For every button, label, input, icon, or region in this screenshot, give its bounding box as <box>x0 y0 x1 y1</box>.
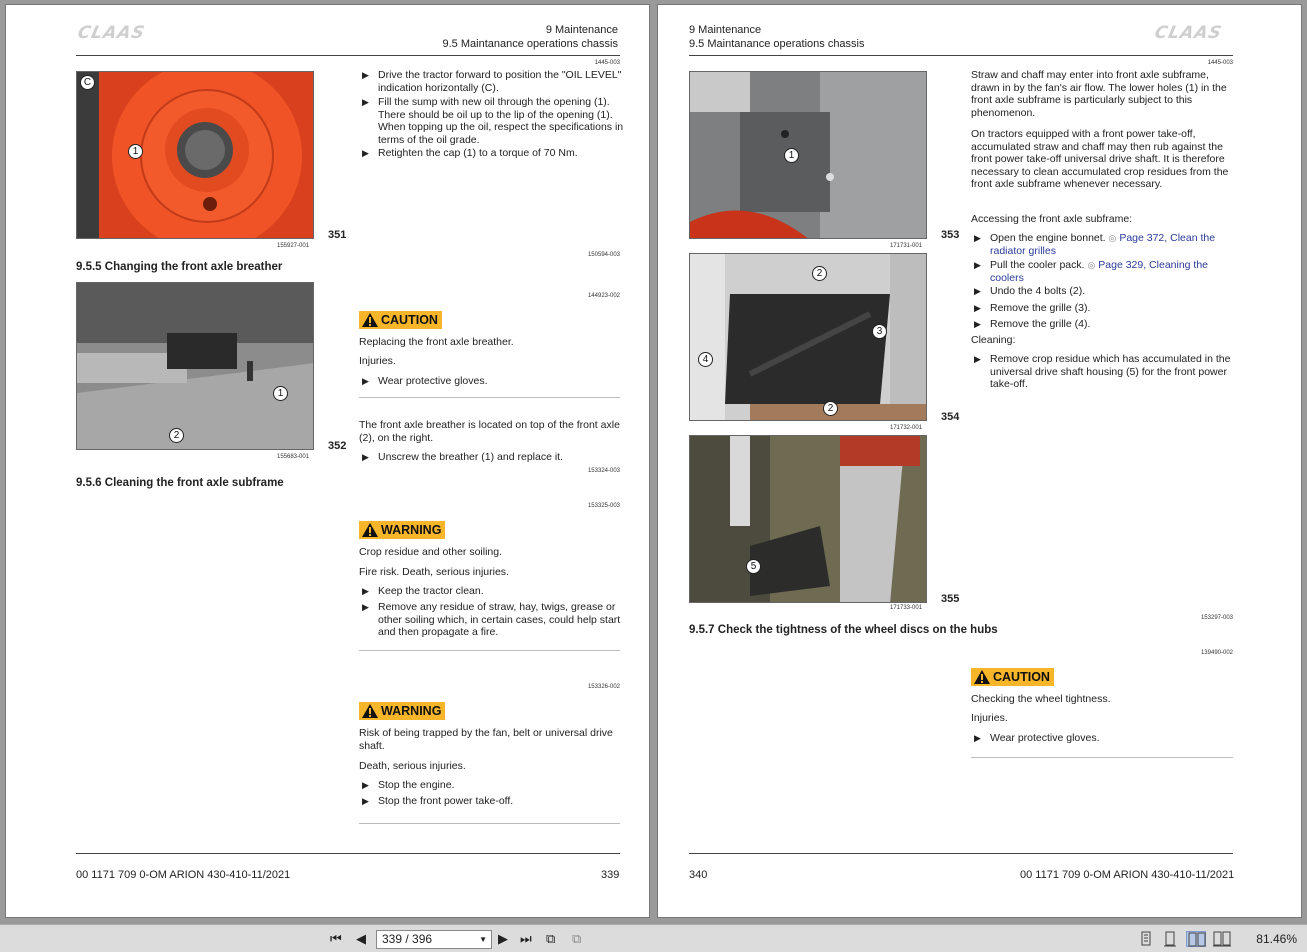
figure-code: 155927-001 <box>277 243 310 249</box>
subframe-image <box>690 72 927 239</box>
bullet-item: ▶ Unscrew the breather (1) and replace it. <box>362 451 564 463</box>
warning-triangle-icon <box>973 669 991 685</box>
book-icon: ◎ <box>1087 260 1096 270</box>
divider <box>359 397 620 398</box>
header-section: 9.5 Maintanance operations chassis <box>689 38 865 50</box>
footer-doc: 00 1171 709 0-OM ARION 430-410-11/2021 <box>76 869 291 881</box>
copy-disabled-icon[interactable]: ⧉ <box>572 931 582 946</box>
continuous-view-icon[interactable] <box>1160 931 1180 947</box>
doc-code: 153325-003 <box>587 503 620 509</box>
warning-consequence: Fire risk. Death, serious injuries. <box>359 566 509 578</box>
figure-355-drive-shaft-housing <box>689 435 927 603</box>
footer-rule <box>689 853 1233 854</box>
figure-number: 354 <box>941 411 960 423</box>
bullet-item: ▶ Retighten the cap (1) to a torque of 70 Nm. <box>362 147 578 159</box>
claas-logo: CLAAS <box>1152 23 1225 43</box>
access-label: Accessing the front axle subframe: <box>971 213 1133 225</box>
page-link[interactable]: Page 329, Cleaning the coolers <box>990 259 1209 284</box>
page-link[interactable]: Page 372, Clean the radiator grilles <box>990 232 1216 257</box>
first-page-icon[interactable]: ⏮ <box>330 931 342 946</box>
warning-title: Crop residue and other soiling. <box>359 546 503 558</box>
figure-354-grilles <box>689 253 927 421</box>
paragraph: Straw and chaff may enter into front axle subframe, drawn in by the fan's air flow. The lower holes (1) in the front axle subframe is particularly subject to this phenomenon. <box>971 69 1227 119</box>
caution-consequence: Injuries. <box>971 712 1008 724</box>
callout-1: 1 <box>128 144 143 159</box>
callout-4: 4 <box>698 352 713 367</box>
figure-352-breather <box>76 282 314 450</box>
doc-code: 153324-003 <box>587 468 620 474</box>
warning-badge: WARNING <box>359 521 445 539</box>
chevron-down-icon[interactable]: ▼ <box>479 935 487 944</box>
book-icon: ◎ <box>1108 233 1117 243</box>
footer-page-number: 340 <box>689 869 708 881</box>
callout-2: 2 <box>812 266 827 281</box>
bullet-item: ▶ Remove the grille (3). <box>974 302 1091 314</box>
breather-image <box>77 283 314 450</box>
bullet-item: ▶ Remove the grille (4). <box>974 318 1091 330</box>
figure-number: 351 <box>328 229 347 241</box>
footer-rule <box>76 853 620 854</box>
bullet-item: ▶ Remove crop residue which has accumulated in the universal drive shaft housing (5) for the front power take-off. <box>974 353 1231 390</box>
divider <box>971 757 1233 758</box>
section-heading: 9.5.7 Check the tightness of the wheel discs on the hubs <box>689 624 998 636</box>
callout-5: 5 <box>746 559 761 574</box>
bullet-item: ▶ Remove any residue of straw, hay, twigs, grease or other soiling which, in certain cases, could help start and then propagate a fire. <box>362 601 621 638</box>
page-number-field[interactable]: 339 / 396 ▼ <box>376 930 492 949</box>
page-header <box>689 23 865 51</box>
right-page <box>657 4 1302 918</box>
page-header <box>318 23 618 51</box>
caution-title: Replacing the front axle breather. <box>359 336 514 348</box>
warning-triangle-icon <box>361 312 379 328</box>
callout-c: C <box>80 75 95 90</box>
header-chapter: 9 Maintenance <box>545 24 618 36</box>
doc-code: 150594-003 <box>587 252 620 258</box>
header-rule <box>76 55 620 56</box>
last-page-icon[interactable]: ⏭ <box>520 931 532 946</box>
figure-number: 353 <box>941 229 960 241</box>
callout-1: 1 <box>784 148 799 163</box>
bullet-item: ▶ Wear protective gloves. <box>362 375 488 387</box>
bullet-item: ▶ Keep the tractor clean. <box>362 585 484 597</box>
header-chapter: 9 Maintenance <box>689 24 762 36</box>
header-rule <box>689 55 1233 56</box>
caution-title: Checking the wheel tightness. <box>971 693 1111 705</box>
divider <box>359 650 620 651</box>
bullet-item: ▶ Fill the sump with new oil through the opening (1). There should be oil up to the lip of the opening (1). When topping up the oil, respect the specifications in terms of the oil grade. <box>362 96 624 146</box>
doc-code: 139490-002 <box>1200 650 1233 656</box>
warning-consequence: Death, serious injuries. <box>359 760 466 772</box>
bullet-item: ▶ Stop the engine. <box>362 779 455 791</box>
caution-consequence: Injuries. <box>359 355 396 367</box>
next-page-icon[interactable]: ▶ <box>498 931 508 946</box>
bullet-item: ▶ Open the engine bonnet. ◎ Page 372, Clean the radiator grilles <box>974 232 1216 257</box>
warning-triangle-icon <box>361 703 379 719</box>
bullet-item: ▶ Wear protective gloves. <box>974 732 1100 744</box>
viewer-toolbar <box>0 924 1307 952</box>
doc-code: 153326-002 <box>587 684 620 690</box>
figure-code: 171732-001 <box>890 425 923 431</box>
single-page-view-icon[interactable] <box>1136 931 1156 947</box>
figure-code: 171733-001 <box>890 605 923 611</box>
breather-text: The front axle breather is located on top of the front axle (2), on the right. <box>359 419 620 444</box>
callout-1: 1 <box>273 386 288 401</box>
footer-page-number: 339 <box>601 869 620 881</box>
figure-code: 171731-001 <box>890 243 923 249</box>
figure-number: 352 <box>328 440 347 452</box>
warning-triangle-icon <box>361 522 379 538</box>
cleaning-label: Cleaning: <box>971 334 1016 346</box>
figure-code: 155683-001 <box>277 454 310 460</box>
bullet-item: ▶ Undo the 4 bolts (2). <box>974 285 1086 297</box>
callout-2: 2 <box>823 401 838 416</box>
section-heading: 9.5.6 Cleaning the front axle subframe <box>76 477 284 489</box>
drive-shaft-housing-image <box>690 436 927 603</box>
header-section: 9.5 Maintanance operations chassis <box>442 38 618 50</box>
zoom-level[interactable]: 81.46% <box>1256 932 1297 946</box>
two-page-continuous-icon[interactable] <box>1212 931 1232 947</box>
claas-logo: CLAAS <box>75 23 148 43</box>
caution-badge: CAUTION <box>359 311 442 329</box>
doc-code: 1445-003 <box>1207 60 1233 66</box>
warning-title: Risk of being trapped by the fan, belt or universal drive shaft. <box>359 727 613 752</box>
wheel-hub-image <box>77 72 314 239</box>
figure-353-subframe <box>689 71 927 239</box>
paragraph: On tractors equipped with a front power take-off, accumulated straw and chaff may then rub against the front power take-off universal drive shaft. It is therefore necessary to clean accumulated crop residues from the front axle subframe whenever necessary. <box>971 128 1229 190</box>
doc-code: 144923-002 <box>587 293 620 299</box>
footer-doc: 00 1171 709 0-OM ARION 430-410-11/2021 <box>1020 869 1235 881</box>
two-page-view-icon[interactable] <box>1186 931 1206 947</box>
left-page <box>5 4 650 918</box>
doc-code: 1445-003 <box>594 60 620 66</box>
figure-number: 355 <box>941 593 960 605</box>
divider <box>359 823 620 824</box>
copy-page-icon[interactable]: ⧉ <box>546 931 556 946</box>
section-heading: 9.5.5 Changing the front axle breather <box>76 261 283 273</box>
bullet-item: ▶ Drive the tractor forward to position the "OIL LEVEL" indication horizontally (C). <box>362 69 622 94</box>
grilles-image <box>690 254 927 421</box>
callout-3: 3 <box>872 324 887 339</box>
bullet-item: ▶ Pull the cooler pack. ◎ Page 329, Cleaning the coolers <box>974 259 1209 284</box>
bullet-item: ▶ Stop the front power take-off. <box>362 795 514 807</box>
doc-code: 153297-003 <box>1200 615 1233 621</box>
caution-badge: CAUTION <box>971 668 1054 686</box>
figure-351-wheel-hub <box>76 71 314 239</box>
callout-2: 2 <box>169 428 184 443</box>
previous-page-icon[interactable]: ◀ <box>356 931 366 946</box>
warning-badge: WARNING <box>359 702 445 720</box>
